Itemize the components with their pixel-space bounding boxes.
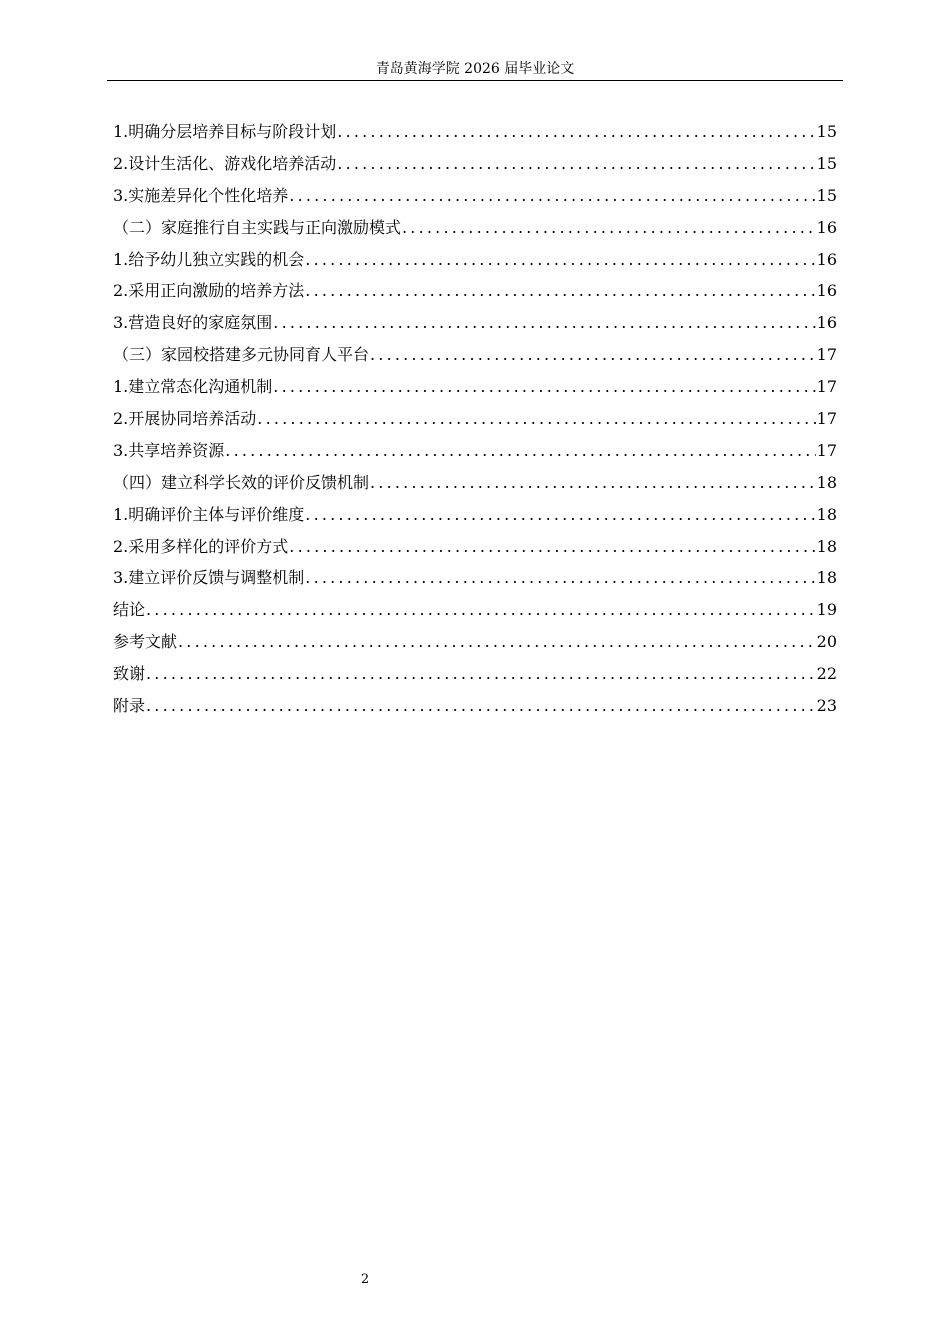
toc-entry-page: 17 bbox=[816, 377, 837, 397]
toc-dot-leader bbox=[305, 244, 815, 276]
toc-entry[interactable] bbox=[113, 403, 837, 435]
toc-entry[interactable] bbox=[113, 148, 837, 180]
page-number-text: 2 bbox=[360, 1272, 370, 1287]
toc-entry[interactable] bbox=[113, 339, 837, 371]
toc-entry-title: 致谢 bbox=[113, 664, 146, 684]
toc-entry-title: 3.共享培养资源 bbox=[113, 440, 225, 460]
toc-entry-page: 18 bbox=[816, 504, 837, 524]
toc-entry[interactable] bbox=[113, 180, 837, 212]
toc-entry-page: 16 bbox=[816, 281, 837, 301]
toc-entry[interactable] bbox=[113, 594, 837, 626]
toc-entry[interactable] bbox=[113, 435, 837, 467]
toc-entry-page: 18 bbox=[816, 536, 837, 556]
toc-entry-page: 17 bbox=[816, 345, 837, 365]
toc-entry[interactable] bbox=[113, 658, 837, 690]
toc-entry-title: 2.采用多样化的评价方式 bbox=[113, 536, 289, 556]
table-of-contents bbox=[113, 116, 837, 722]
toc-entry[interactable] bbox=[113, 116, 837, 148]
toc-entry-page: 18 bbox=[816, 472, 837, 492]
toc-dot-leader bbox=[257, 403, 815, 435]
toc-entry-page: 20 bbox=[816, 632, 837, 652]
toc-entry-title: 参考文献 bbox=[113, 632, 178, 652]
toc-entry-page: 16 bbox=[816, 217, 837, 237]
toc-entry-title: 1.建立常态化沟通机制 bbox=[113, 377, 273, 397]
toc-dot-leader bbox=[289, 531, 815, 563]
toc-dot-leader bbox=[305, 499, 815, 531]
toc-entry-title: （二）家庭推行自主实践与正向激励模式 bbox=[113, 217, 402, 237]
toc-dot-leader bbox=[273, 371, 815, 403]
toc-entry-title: 3.实施差异化个性化培养 bbox=[113, 185, 289, 205]
toc-entry-title: 1.给予幼儿独立实践的机会 bbox=[113, 249, 305, 269]
toc-dot-leader bbox=[337, 116, 815, 148]
toc-dot-leader bbox=[146, 690, 816, 722]
toc-dot-leader bbox=[305, 275, 815, 307]
toc-entry-title: 3.建立评价反馈与调整机制 bbox=[113, 568, 305, 588]
toc-entry-title: 1.明确评价主体与评价维度 bbox=[113, 504, 305, 524]
page-number bbox=[340, 1272, 390, 1287]
toc-entry-title: 1.明确分层培养目标与阶段计划 bbox=[113, 122, 337, 141]
toc-entry[interactable] bbox=[113, 307, 837, 339]
toc-entry[interactable] bbox=[113, 499, 837, 531]
toc-dot-leader bbox=[289, 180, 815, 212]
toc-entry-title: 附录 bbox=[113, 696, 146, 716]
toc-entry-title: 2.设计生活化、游戏化培养活动 bbox=[113, 153, 337, 173]
toc-entry-page: 19 bbox=[816, 600, 837, 620]
toc-entry-page: 16 bbox=[816, 313, 837, 333]
header-title: 青岛黄海学院 2026 届毕业论文 bbox=[375, 61, 575, 77]
toc-entry-page: 23 bbox=[816, 696, 837, 716]
toc-dot-leader bbox=[370, 339, 816, 371]
toc-entry-page: 22 bbox=[816, 664, 837, 684]
page-header bbox=[107, 60, 843, 81]
toc-entry[interactable] bbox=[113, 690, 837, 722]
toc-entry-page: 15 bbox=[816, 122, 837, 141]
toc-entry[interactable] bbox=[113, 626, 837, 658]
toc-entry-page: 15 bbox=[816, 153, 837, 173]
toc-entry-page: 17 bbox=[816, 440, 837, 460]
toc-dot-leader bbox=[178, 626, 816, 658]
toc-entry[interactable] bbox=[113, 212, 837, 244]
toc-entry-title: 结论 bbox=[113, 600, 146, 620]
toc-dot-leader bbox=[370, 467, 816, 499]
toc-dot-leader bbox=[273, 307, 815, 339]
toc-entry-title: 2.开展协同培养活动 bbox=[113, 409, 257, 429]
toc-dot-leader bbox=[146, 594, 816, 626]
toc-entry[interactable] bbox=[113, 467, 837, 499]
toc-entry[interactable] bbox=[113, 244, 837, 276]
toc-entry-page: 18 bbox=[816, 568, 837, 588]
toc-entry-page: 15 bbox=[816, 185, 837, 205]
toc-entry-title: （四）建立科学长效的评价反馈机制 bbox=[113, 472, 370, 492]
toc-dot-leader bbox=[305, 562, 815, 594]
toc-entry-title: （三）家园校搭建多元协同育人平台 bbox=[113, 345, 370, 365]
toc-entry[interactable] bbox=[113, 562, 837, 594]
toc-dot-leader bbox=[146, 658, 816, 690]
toc-dot-leader bbox=[402, 212, 816, 244]
toc-dot-leader bbox=[337, 148, 815, 180]
toc-entry[interactable] bbox=[113, 371, 837, 403]
toc-entry-page: 16 bbox=[816, 249, 837, 269]
toc-entry-page: 17 bbox=[816, 409, 837, 429]
toc-entry-title: 3.营造良好的家庭氛围 bbox=[113, 313, 273, 333]
toc-dot-leader bbox=[225, 435, 815, 467]
toc-entry[interactable] bbox=[113, 275, 837, 307]
toc-entry-title: 2.采用正向激励的培养方法 bbox=[113, 281, 305, 301]
toc-entry[interactable] bbox=[113, 531, 837, 563]
